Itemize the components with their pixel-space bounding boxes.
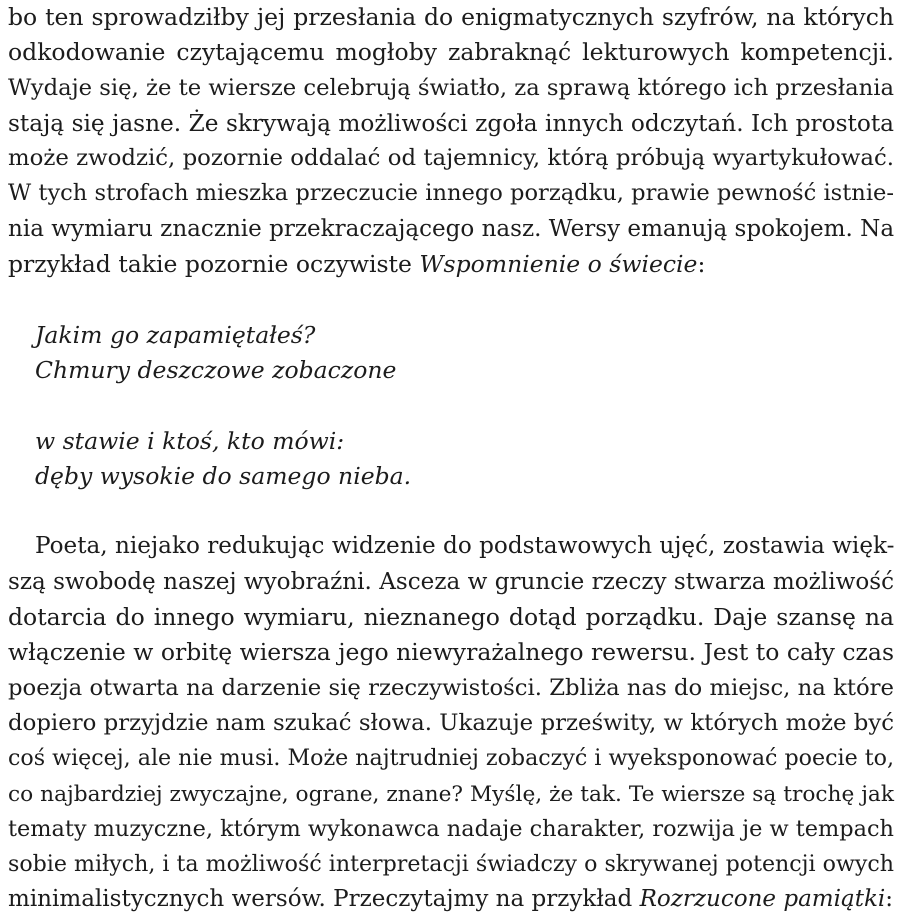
text-line: bo ten sprowadziłby jej przesłania do enigmatycznych szyfrów, na których xyxy=(8,3,894,31)
poem-verse: w stawie i ktoś, kto mówi: xyxy=(35,426,345,455)
poem-stanza xyxy=(8,424,894,495)
text-line: dopiero przyjdzie nam szukać słowa. Ukazuje prześwity, w których może być xyxy=(8,709,894,736)
poem-quote xyxy=(8,318,894,494)
poem-stanza xyxy=(8,318,894,389)
text-line: może zwodzić, pozornie oddalać od tajemnicy, którą próbują wyartykułować. xyxy=(8,145,894,172)
text-line: odkodowanie czytającemu mogłoby zabraknąć lekturowych kompetencji. xyxy=(8,38,894,67)
text-fragment: minimalistycznych wersów. Przeczytajmy na przykład xyxy=(8,886,640,913)
text-fragment: przykład takie pozornie oczywiste xyxy=(8,250,420,279)
text-line-last xyxy=(8,882,894,917)
text-line: włączenie w orbitę wiersza jego niewyrażalnego rewersu. Jest to cały czas xyxy=(8,638,894,667)
poem-verse: dęby wysokie do samego nieba. xyxy=(35,461,412,490)
text-line: sobie miłych, i ta możliwość interpretacji świadczy o skrywanej potencji owych xyxy=(8,851,894,878)
text-line: szą swobodę naszej wyobraźni. Asceza w gruncie rzeczy stwarza możliwość xyxy=(8,568,894,595)
text-line: tematy muzyczne, którym wykonawca nadaje charakter, rozwija je w tempach xyxy=(8,815,894,842)
blank-space xyxy=(8,282,894,317)
poem-title-reference: Wspomnienie o świecie xyxy=(419,250,698,279)
poem-verse: Chmury deszczowe zobaczone xyxy=(35,355,397,384)
blank-space xyxy=(8,494,894,529)
text-fragment: : xyxy=(697,250,706,279)
text-line: coś więcej, ale nie musi. Może najtrudniej zobaczyć i wyeksponować poecie to, xyxy=(8,745,894,772)
text-line-last xyxy=(8,247,894,282)
text-line: co najbardziej zwyczajne, ograne, znane? Myślę, że tak. Te wiersze są trochę jak xyxy=(8,781,894,807)
text-line: stają się jasne. Że skrywają możliwości zgoła innych odczytań. Ich prostota xyxy=(8,109,894,137)
poem-verse: Jakim go zapamiętałeś? xyxy=(35,320,316,349)
text-line: nia wymiaru znacznie przekraczającego nasz. Wersy emanują spokojem. Na xyxy=(8,215,895,242)
text-line: W tych strofach mieszka przeczucie innego porządku, prawie pewność istnie- xyxy=(8,180,894,207)
paragraph-1 xyxy=(8,0,894,282)
text-line: dotarcia do innego wymiaru, nieznanego dotąd porządku. Daje szansę na xyxy=(8,603,894,632)
text-line: poezja otwarta na darzenie się rzeczywistości. Zbliża nas do miejsc, na które xyxy=(8,674,894,701)
poem-title-reference: Rozrzucone pamiątki xyxy=(639,886,886,913)
text-line: Poeta, niejako redukując widzenie do podstawowych ujęć, zostawia więk- xyxy=(35,533,895,560)
stanza-break xyxy=(8,388,894,423)
text-line: Wydaje się, że te wiersze celebrują światło, za sprawą którego ich przesłania xyxy=(8,74,895,101)
paragraph-2 xyxy=(8,529,894,917)
text-fragment: : xyxy=(885,886,894,913)
